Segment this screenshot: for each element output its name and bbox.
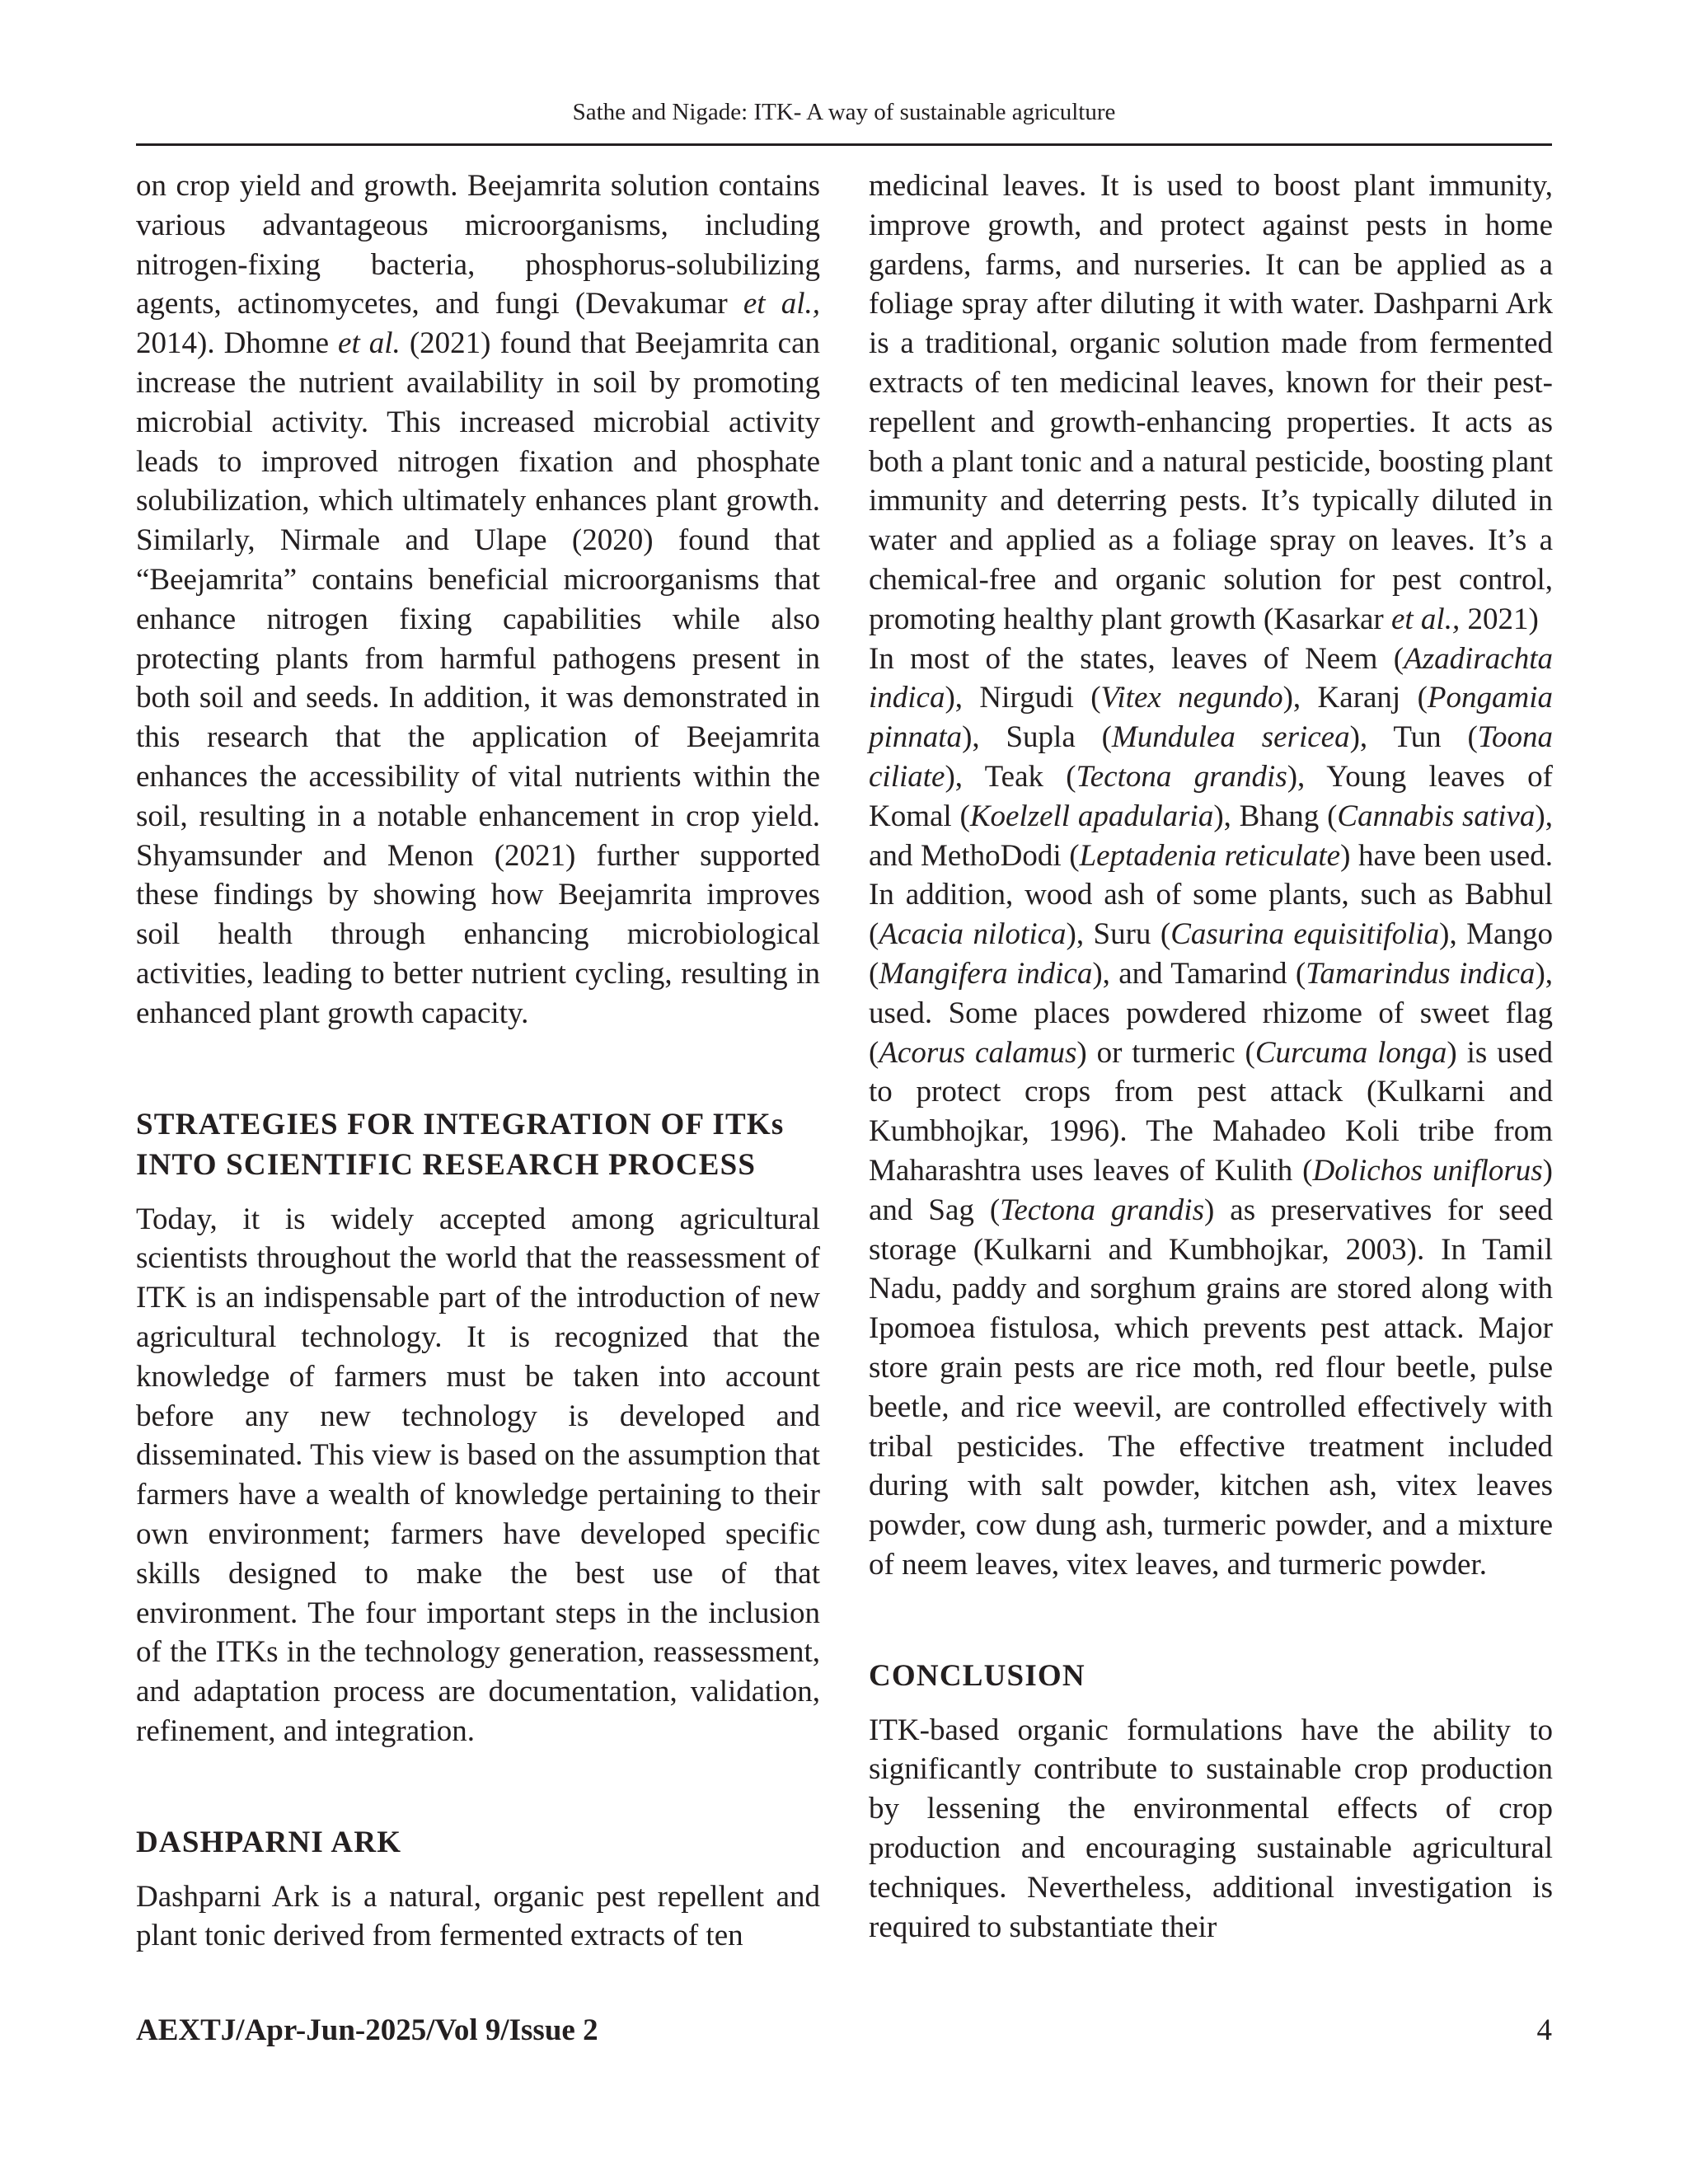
header-rule bbox=[136, 143, 1552, 146]
section-heading-conclusion: CONCLUSION bbox=[869, 1658, 1085, 1693]
plant-leaves-paragraph: In most of the states, leaves of Neem (Azadirachta indica), Nirgudi (Vitex negundo), Karanj (Pongamia pinnata), Supla (Mundulea sericea), Tun (Toona ciliate), Teak (Tectona grandis), Young leaves of Komal (Koelzell apadularia), Bhang (Cannabis sativa), and MethoDodi (Leptadenia reticulate) have been used. In addition, wood ash of some plants, such as Babhul (Acacia nilotica), Suru (Casurina equisitifolia), Mango (Mangifera indica), and Tamarind (Tamarindus indica), used. Some places powdered rhizome of sweet flag (Acorus calamus) or turmeric (Curcuma longa) is used to protect crops from pest attack (Kulkarni and Kumbhojkar, 1996). The Mahadeo Koli tribe from Maharashtra uses leaves of Kulith (Dolichos uniflorus) and Sag (Tectona grandis) as preservatives for seed storage (Kulkarni and Kumbhojkar, 2003). In Tamil Nadu, paddy and sorghum grains are stored along with Ipomoea fistulosa, which prevents pest attack. Major store grain pests are rice moth, red flour beetle, pulse beetle, and rice weevil, are controlled effectively with tribal pesticides. The effective treatment included during with salt powder, kitchen ash, vitex leaves powder, cow dung ash, turmeric powder, and a mixture of neem leaves, vitex leaves, and turmeric powder. bbox=[869, 641, 1554, 1582]
section-heading-dashparni: DASHPARNI ARK bbox=[136, 1825, 402, 1859]
conclusion-paragraph: ITK-based organic formulations have the ability to significantly contribute to sustainable crop production by lessening the environmental effects of crop production and encouraging sustainable agricultural techniques. Nevertheless, additional investigation is required to substantiate their bbox=[869, 1713, 1553, 1944]
left-column bbox=[136, 166, 820, 1956]
dashparni-paragraph: Dashparni Ark is a natural, organic pest repellent and plant tonic derived from fermented extracts of ten bbox=[136, 1879, 820, 1953]
page-number: 4 bbox=[1536, 2013, 1552, 2047]
strategies-paragraph: Today, it is widely accepted among agricultural scientists throughout the world that the reassessment of ITK is an indispensable part of the introduction of new agricultural technology. It is recognized that the knowledge of farmers must be taken into account before any new technology is developed and disseminated. This view is based on the assumption that farmers have a wealth of knowledge pertaining to their own environment; farmers have developed specific skills designed to make the best use of that environment. The four important steps in the inclusion of the ITKs in the technology generation, reassessment, and adaptation process are documentation, validation, refinement, and integration. bbox=[136, 1202, 820, 1748]
running-title: Sathe and Nigade: ITK- A way of sustainable agriculture bbox=[572, 99, 1116, 125]
section-heading-strategies: STRATEGIES FOR INTEGRATION OF ITKs INTO SCIENTIFIC RESEARCH PROCESS bbox=[136, 1107, 785, 1182]
dashparni-continued-paragraph: medicinal leaves. It is used to boost plant immunity, improve growth, and protect against pests in home gardens, farms, and nurseries. It can be applied as a foliage spray after diluting it with water. Dashparni Ark is a traditional, organic solution made from fermented extracts of ten medicinal leaves, known for their pest-repellent and growth-enhancing properties. It acts as both a plant tonic and a natural pesticide, boosting plant immunity and deterring pests. It’s typically diluted in water and applied as a foliage spray on leaves. It’s a chemical-free and organic solution for pest control, promoting healthy plant growth (Kasarkar et al., 2021) bbox=[869, 169, 1553, 636]
beejamrita-paragraph: on crop yield and growth. Beejamrita solution contains various advantageous microorganisms, including nitrogen-fixing bacteria, phosphorus-solubilizing agents, actinomycetes, and fungi (Devakumar et al., 2014). Dhomne et al. (2021) found that Beejamrita can increase the nutrient availability in soil by promoting microbial activity. This increased microbial activity leads to improved nitrogen fixation and phosphate solubilization, which ultimately enhances plant growth. Similarly, Nirmale and Ulape (2020) found that “Beejamrita” contains beneficial microorganisms that enhance nitrogen fixing capabilities while also protecting plants from harmful pathogens present in both soil and seeds. In addition, it was demonstrated in this research that the application of Beejamrita enhances the accessibility of vital nutrients within the soil, resulting in a notable enhancement in crop yield. Shyamsunder and Menon (2021) further supported these findings by showing how Beejamrita improves soil health through enhancing microbiological activities, leading to better nutrient cycling, resulting in enhanced plant growth capacity. bbox=[136, 169, 821, 1030]
right-column bbox=[869, 166, 1553, 1947]
journal-issue-footer: AEXTJ/Apr-Jun-2025/Vol 9/Issue 2 bbox=[136, 2013, 598, 2047]
